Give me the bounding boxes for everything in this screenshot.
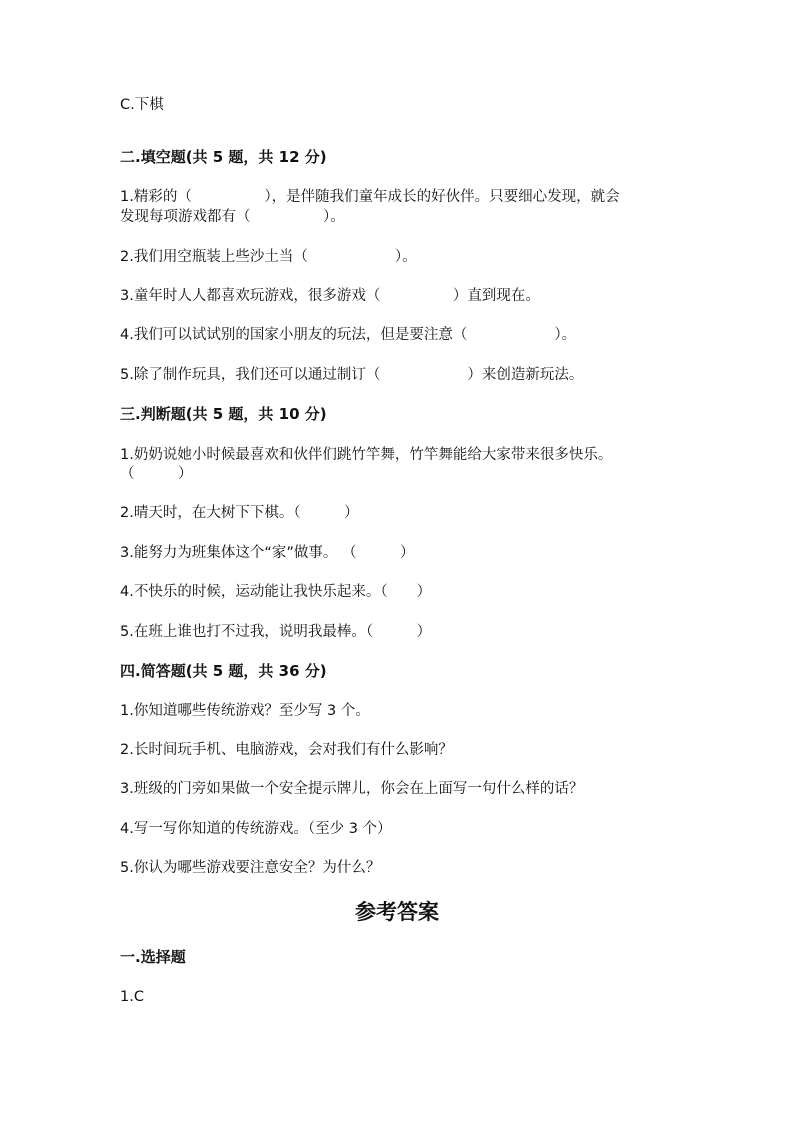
short-answer-question-3: 3.班级的门旁如果做一个安全提示牌儿，你会在上面写一句什么样的话？ [120, 781, 584, 797]
true-false-question-1-line-2: （ ） [120, 466, 193, 482]
fill-blank-question-3: 3.童年时人人都喜欢玩游戏，很多游戏（ ）直到现在。 [120, 288, 540, 304]
true-false-question-3: 3.能努力为班集体这个“家”做事。 （ ） [120, 545, 415, 561]
true-false-question-5: 5.在班上谁也打不过我，说明我最棒。（ ） [120, 624, 432, 640]
fill-blank-question-4: 4.我们可以试试别的国家小朋友的玩法，但是要注意（ ）。 [120, 327, 577, 343]
fill-blank-question-5: 5.除了制作玩具，我们还可以通过制订（ ）来创造新玩法。 [120, 367, 584, 383]
section-heading-fill-blank: 二.填空题(共 5 题，共 12 分) [120, 148, 327, 166]
answer-1: 1.C [120, 989, 144, 1005]
fill-blank-question-1-line-1: 1.精彩的（ ），是伴随我们童年成长的好伙伴。只要细心发现，就会 [120, 189, 620, 205]
short-answer-question-2: 2.长时间玩手机、电脑游戏，会对我们有什么影响？ [120, 742, 453, 758]
section-heading-multiple-choice: 一.选择题 [120, 948, 186, 966]
option-c: C.下棋 [120, 97, 164, 113]
true-false-question-1-line-1: 1.奶奶说她小时候最喜欢和伙伴们跳竹竿舞，竹竿舞能给大家带来很多快乐。 [120, 447, 613, 463]
answer-key-title: 参考答案 [355, 900, 439, 924]
true-false-question-4: 4.不快乐的时候，运动能让我快乐起来。（ ） [120, 584, 432, 600]
fill-blank-question-1-line-2: 发现每项游戏都有（ ）。 [120, 209, 345, 225]
short-answer-question-4: 4.写一写你知道的传统游戏。（至少 3 个） [120, 821, 392, 837]
fill-blank-question-2: 2.我们用空瓶装上些沙土当（ ）。 [120, 249, 417, 265]
short-answer-question-5: 5.你认为哪些游戏要注意安全？为什么？ [120, 860, 381, 876]
short-answer-question-1: 1.你知道哪些传统游戏？至少写 3 个。 [120, 703, 370, 719]
section-heading-short-answer: 四.简答题(共 5 题，共 36 分) [120, 662, 327, 680]
section-heading-true-false: 三.判断题(共 5 题，共 10 分) [120, 405, 327, 423]
true-false-question-2: 2.晴天时，在大树下下棋。（ ） [120, 505, 359, 521]
